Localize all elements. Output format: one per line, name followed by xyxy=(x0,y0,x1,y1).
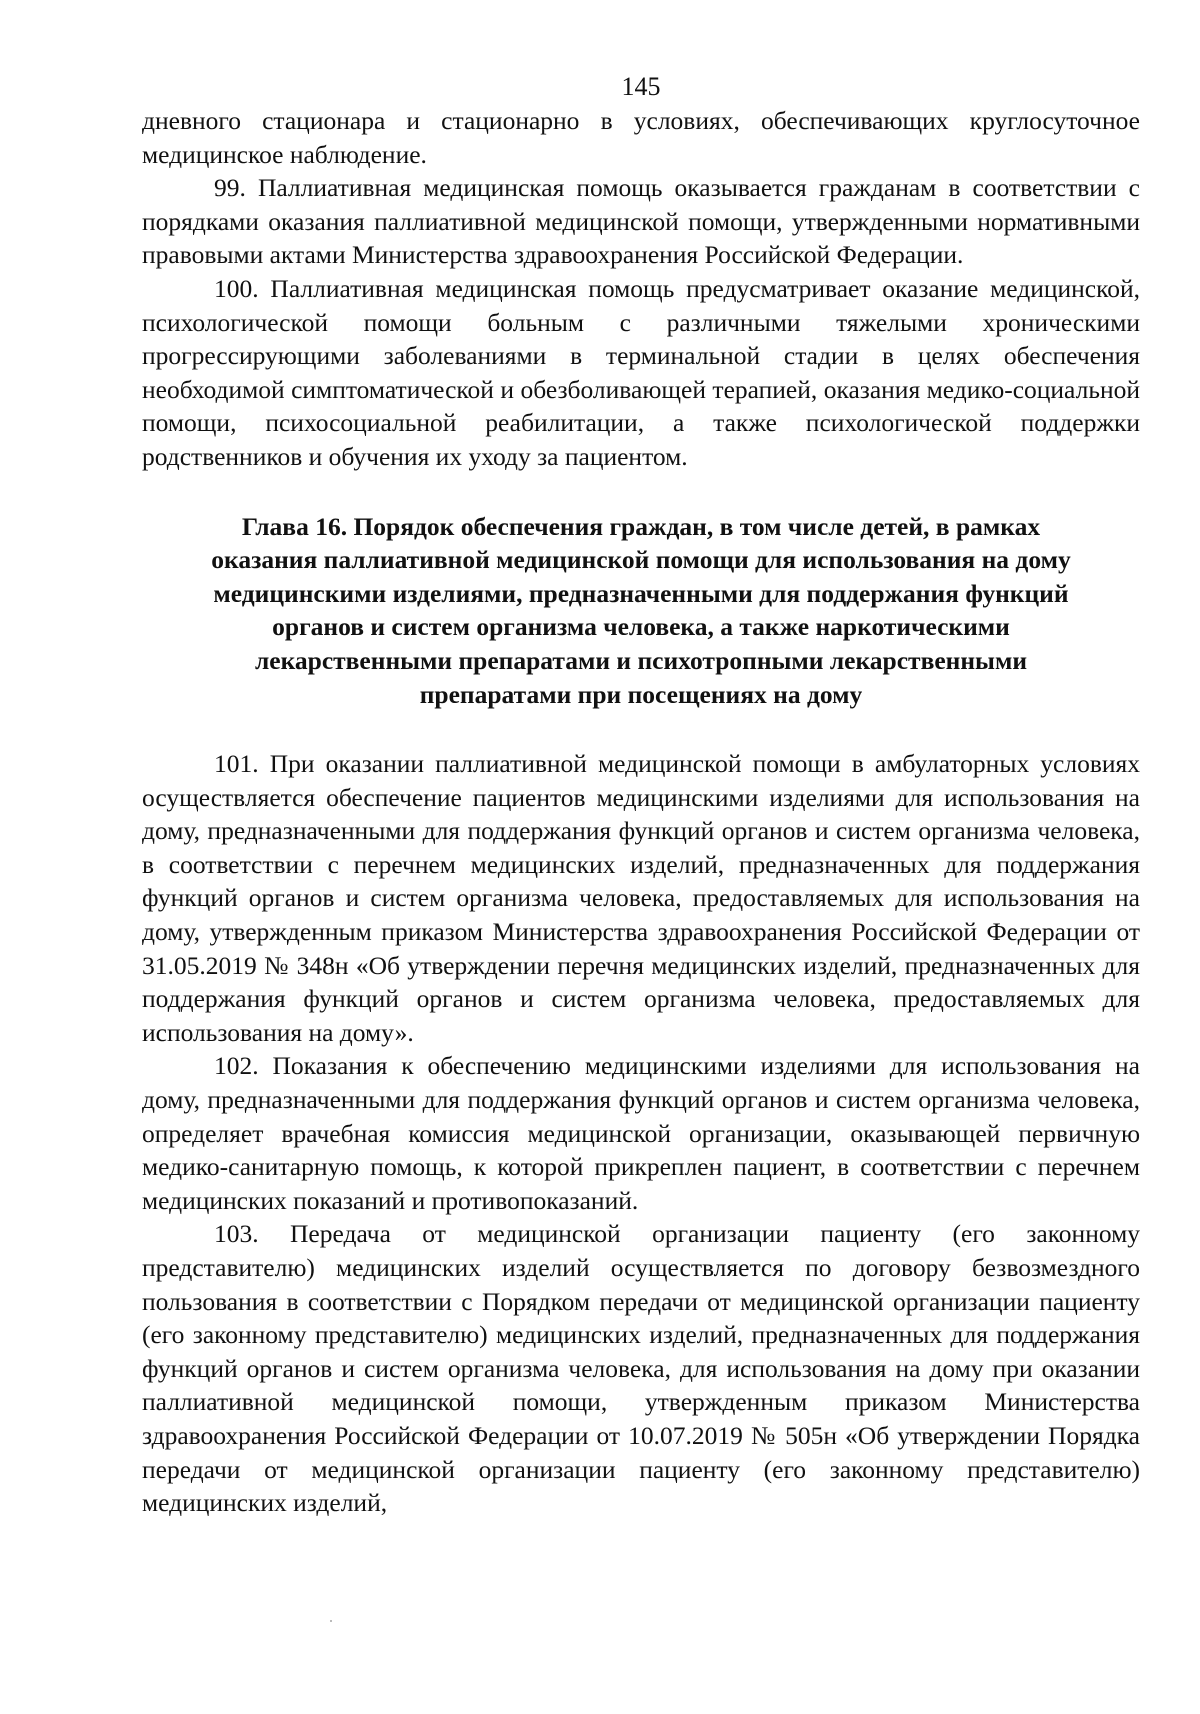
chapter-heading-line: оказания паллиативной медицинской помощи для использования на дому xyxy=(211,545,1071,575)
chapter-16-heading xyxy=(152,510,1130,712)
chapter-heading-line: медицинскими изделиями, предназначенными для поддержания функций xyxy=(213,578,1069,608)
chapter-heading-line: лекарственными препаратами и психотропными лекарственными xyxy=(254,645,1028,675)
chapter-heading-line: органов и систем организма человека, а также наркотическими xyxy=(272,612,1010,642)
paragraph-103: 103. Передача от медицинской организации пациенту (его законному представителю) медицинских изделий осуществляется по договору безвозмездного пользования в соответствии с Порядком передачи от медицинской организации пациенту (его законному представителю) медицинских изделий, предназначенных для поддержания функций органов и систем организма человека, для использования на дому при оказании паллиативной медицинской помощи, утвержденным приказом Министерства здравоохранения Российской Федерации от 10.07.2019 № 505н «Об утверждении Порядка передачи от медицинской организации пациенту (его законному представителю) медицинских изделий, xyxy=(142,1219,1140,1518)
paragraph-continuation: дневного стационара и стационарно в условиях, обеспечивающих круглосуточное медицинское наблюдение. xyxy=(142,106,1140,169)
paragraph-101: 101. При оказании паллиативной медицинской помощи в амбулаторных условиях осуществляется обеспечение пациентов медицинскими изделиями для использования на дому, предназначенными для поддержания функций органов и систем организма человека, в соответствии с перечнем медицинских изделий, предназначенных для поддержания функций органов и систем организма человека, предоставляемых для использования на дому, утвержденным приказом Министерства здравоохранения Российской Федерации от 31.05.2019 № 348н «Об утверждении перечня медицинских изделий, предназначенных для поддержания функций органов и систем организма человека, предоставляемых для использования на дому». xyxy=(142,749,1140,1047)
paragraph-100: 100. Паллиативная медицинская помощь предусматривает оказание медицинской, психологической помощи больным с различными тяжелыми хроническими прогрессирующими заболеваниями в терминальной стадии в целях обеспечения необходимой симптоматической и обезболивающей терапией, оказания медико-социальной помощи, психосоциальной реабилитации, а также психологической поддержки родственников и обучения их уходу за пациентом. xyxy=(142,273,1140,471)
paragraph-99: 99. Паллиативная медицинская помощь оказывается гражданам в соответствии с порядками оказания паллиативной медицинской помощи, утвержденными нормативными правовыми актами Министерства здравоохранения Российской Федерации. xyxy=(142,173,1140,270)
chapter-heading-line: препаратами при посещениях на дому xyxy=(419,679,863,709)
document-page xyxy=(142,70,1140,1520)
scan-speck xyxy=(330,1620,332,1622)
chapter-heading-line: Глава 16. Порядок обеспечения граждан, в том числе детей, в рамках xyxy=(241,511,1041,541)
page-number: 145 xyxy=(621,72,661,101)
paragraph-102: 102. Показания к обеспечению медицинскими изделиями для использования на дому, предназначенными для поддержания функций органов и систем организма человека, определяет врачебная комиссия медицинской организации, оказывающей первичную медико-санитарную помощь, к которой прикреплен пациент, в соответствии с перечнем медицинских показаний и противопоказаний. xyxy=(142,1051,1140,1215)
